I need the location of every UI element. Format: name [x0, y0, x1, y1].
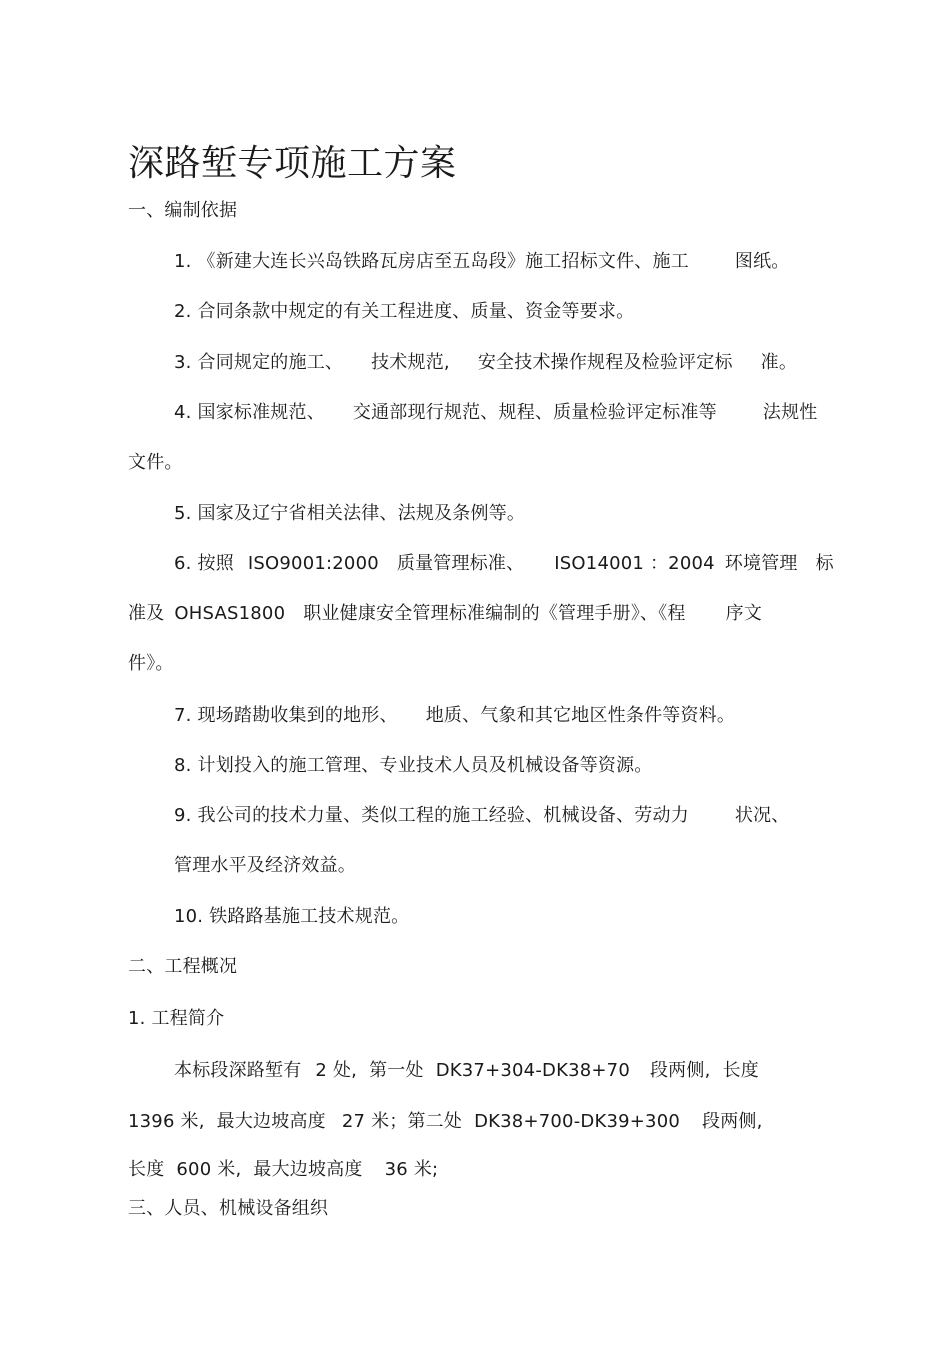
overview-p2-d: DK38+700-DK39+300: [474, 1111, 681, 1132]
overview-p3-b: 600 米,: [176, 1159, 242, 1180]
basis-item-6-end: 件》。: [128, 653, 174, 674]
basis-item-3-part-d: 准。: [760, 352, 798, 373]
basis-item-9-part-a: 9. 我公司的技术力量、类似工程的施工经验、机械设备、劳动力: [174, 805, 689, 826]
basis-item-10: 10. 铁路路基施工技术规范。: [174, 906, 410, 927]
basis-item-9-part-b: 状况、: [734, 805, 790, 826]
basis-item-6-part-j: 序文: [725, 603, 763, 624]
basis-item-4-part-b: 交通部现行规范、规程、质量检验评定标准等: [352, 402, 717, 423]
overview-paragraph-line-2: [128, 1110, 763, 1134]
basis-item-6-part-d: ISO14001 ：2004: [554, 553, 715, 574]
basis-item-3-part-a: 3. 合同规定的施工、: [174, 352, 344, 373]
basis-item-3: [174, 351, 797, 375]
overview-p2-b: 最大边坡高度: [216, 1111, 326, 1132]
basis-item-6-part-c: 质量管理标准、: [396, 553, 525, 574]
basis-item-3-part-b: 技术规范,: [371, 352, 450, 373]
document-title: 深路堑专项施工方案: [128, 143, 457, 184]
overview-p1-d: DK37+304-DK38+70: [435, 1060, 630, 1081]
basis-item-6: [174, 552, 834, 576]
basis-item-9-continued: 管理水平及经济效益。: [174, 855, 356, 876]
basis-item-1: [174, 250, 790, 274]
overview-p2-c: 27 米；第二处: [341, 1111, 463, 1132]
basis-item-6-part-h: OHSAS1800: [174, 603, 286, 624]
basis-item-4: [174, 401, 818, 425]
basis-item-6-part-e: 环境管理: [724, 553, 798, 574]
basis-item-7-part-b: 地质、气象和其它地区性条件等资料。: [425, 705, 736, 726]
overview-paragraph-line-3: [128, 1158, 438, 1182]
basis-item-6-part-f: 标: [815, 553, 834, 574]
section-heading-basis: 一、编制依据: [128, 200, 238, 221]
overview-p1-f: 长度: [722, 1060, 759, 1081]
overview-p3-d: 36 米;: [384, 1159, 439, 1180]
basis-item-9: [174, 804, 790, 828]
basis-item-6-part-b: ISO9001:2000: [247, 553, 379, 574]
section-heading-overview: 二、工程概况: [128, 956, 238, 977]
overview-p1-a: 本标段深路堑有: [174, 1060, 302, 1081]
basis-item-3-part-c: 安全技术操作规程及检验评定标: [477, 352, 733, 373]
basis-item-1-text-end: 图纸。: [734, 251, 790, 272]
basis-item-7-part-a: 7. 现场踏勘收集到的地形、: [174, 705, 398, 726]
basis-item-5: 5. 国家及辽宁省相关法律、法规及条例等。: [174, 503, 526, 524]
basis-item-1-text: 1. 《新建大连长兴岛铁路瓦房店至五岛段》施工招标文件、施工: [174, 251, 689, 272]
overview-p2-a: 1396 米,: [128, 1111, 205, 1132]
basis-item-4-continued: 文件。: [128, 452, 183, 473]
overview-paragraph-line-1: [174, 1059, 759, 1083]
basis-item-8: 8. 计划投入的施工管理、专业技术人员及机械设备等资源。: [174, 755, 653, 776]
overview-p3-a: 长度: [128, 1159, 165, 1180]
overview-p1-b: 2 处,: [315, 1060, 358, 1081]
basis-item-6-part-a: 6. 按照: [174, 553, 234, 574]
basis-item-6-part-i: 职业健康安全管理标准编制的《管理手册》、《程: [303, 603, 686, 624]
basis-item-6-part-g: 准及: [128, 603, 165, 624]
basis-item-2: 2. 合同条款中规定的有关工程进度、质量、资金等要求。: [174, 301, 635, 322]
overview-p2-e: 段两侧,: [702, 1111, 763, 1132]
overview-p1-e: 段两侧,: [649, 1060, 711, 1081]
section-heading-personnel-equipment: 三、人员、机械设备组织: [128, 1198, 329, 1219]
basis-item-7: [174, 704, 735, 728]
overview-p3-c: 最大边坡高度: [253, 1159, 363, 1180]
subsection-heading-project-intro: 1. 工程简介: [128, 1008, 225, 1029]
overview-p1-c: 第一处: [369, 1060, 424, 1081]
basis-item-4-part-a: 4. 国家标准规范、: [174, 402, 325, 423]
basis-item-4-part-c: 法规性: [762, 402, 818, 423]
basis-item-6-continued: [128, 602, 762, 626]
